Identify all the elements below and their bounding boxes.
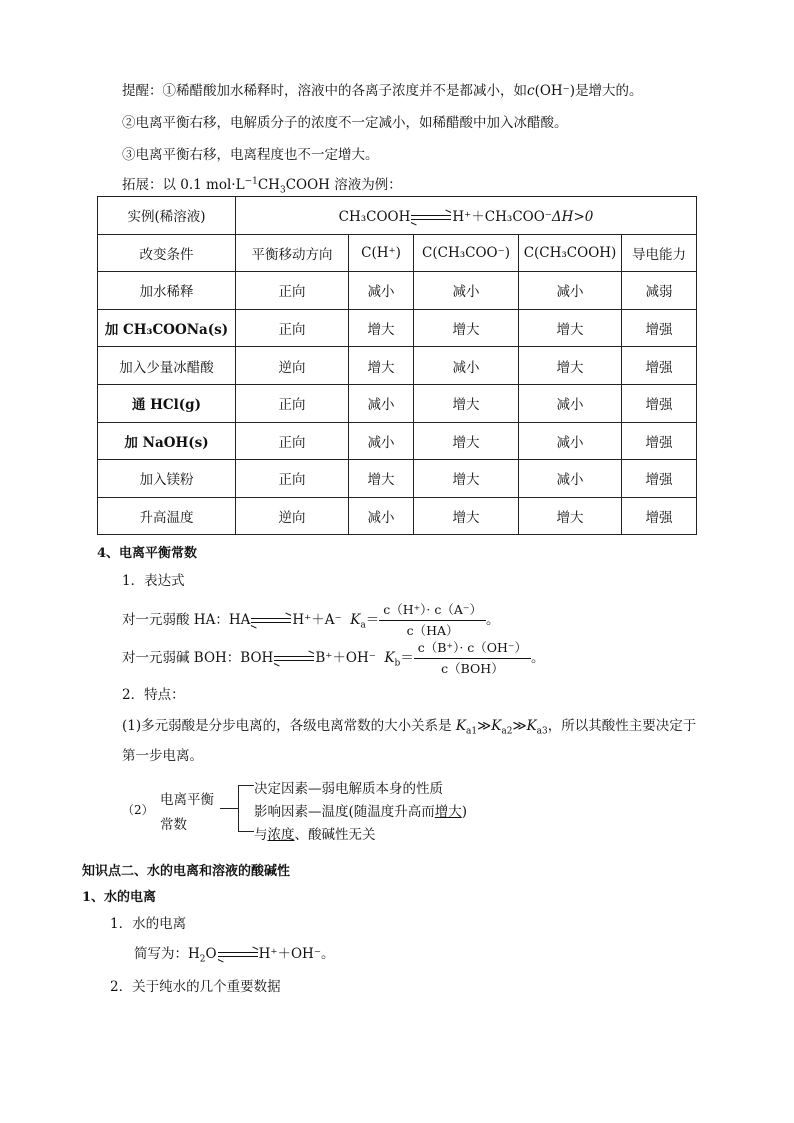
ka3-sub: a3 [536, 726, 548, 737]
bracket-tick-bottom [238, 831, 254, 832]
tip-line-2: ②电离平衡右移，电解质分子的浓度不一定减小，如稀醋酸中加入冰醋酸。 [122, 115, 568, 131]
bracket-tick-top [238, 785, 254, 786]
table-cell: 增大 [414, 422, 519, 460]
extension-line [122, 173, 402, 196]
example-label: 实例(稀溶液) [98, 197, 236, 235]
table-cell: 增强 [622, 309, 697, 347]
eq-sign: ＝ [400, 650, 414, 666]
table-row [98, 460, 697, 498]
table-cell: 减小 [349, 422, 414, 460]
bracket-vertical [238, 785, 239, 831]
ext-sup: −1 [244, 176, 258, 187]
bracket-connector [220, 808, 238, 809]
table-cell: 增大 [414, 497, 519, 535]
table-cell: 正向 [236, 460, 349, 498]
table-cell: 增大 [349, 309, 414, 347]
base-k: K [384, 650, 395, 666]
header-cell: C(H⁺) [349, 234, 414, 272]
table-cell: 逆向 [236, 497, 349, 535]
branch2-underlined: 增大 [434, 804, 462, 820]
table-cell: 减小 [349, 384, 414, 422]
header-cell: 平衡移动方向 [236, 234, 349, 272]
branch3-underlined: 浓度 [267, 827, 295, 843]
feature1-text-b: ，所以其酸性主要决定于 [547, 718, 697, 734]
table-row [98, 309, 697, 347]
gg-symbol: ≫ [512, 718, 527, 734]
feature2-title-line1: 电离平衡 [160, 792, 214, 808]
table-cell: 减小 [519, 272, 622, 310]
period: 。 [486, 612, 500, 628]
table-header-row [98, 234, 697, 272]
equilibrium-arrow-icon [274, 655, 314, 663]
tip-line-1 [122, 79, 643, 99]
water-item2: 2．关于纯水的几个重要数据 [110, 979, 281, 995]
ka1-sub: a1 [466, 726, 478, 737]
section4-item1: 1．表达式 [122, 573, 185, 589]
section-water-heading: 知识点二、水的电离和溶液的酸碱性 [82, 864, 291, 879]
equation-left: CH₃COOH [338, 209, 411, 226]
short-text-b: O [205, 946, 217, 962]
ionization-table [97, 196, 697, 535]
ka-symbol: K [455, 718, 467, 734]
equilibrium-arrow-icon [218, 951, 258, 959]
table-cell: 增强 [622, 460, 697, 498]
tip1-c: c [527, 83, 535, 99]
table-row [98, 347, 697, 385]
table-row [98, 497, 697, 535]
base-products: B⁺＋OH⁻ [315, 650, 376, 666]
table-cell: 减小 [519, 384, 622, 422]
base-constant-line [122, 638, 545, 679]
table-cell: 正向 [236, 309, 349, 347]
equation-cell [236, 197, 697, 235]
table-cell: 正向 [236, 384, 349, 422]
table-cell: 增强 [622, 384, 697, 422]
table-cell: 减小 [519, 422, 622, 460]
table-cell: 增大 [519, 309, 622, 347]
table-row [98, 272, 697, 310]
branch2-text-b: ) [461, 804, 468, 820]
tip-label: 提醒： [122, 83, 163, 99]
section4-item2: 2．特点： [122, 687, 185, 703]
ka-symbol: K [526, 718, 537, 734]
table-cell: 增大 [519, 347, 622, 385]
feature1-line1 [122, 714, 696, 737]
feature1-text-a: (1)多元弱酸是分步电离的，各级电离常数的大小关系是 [122, 718, 456, 734]
short-sub: 2 [199, 954, 206, 965]
equilibrium-arrow-icon [411, 214, 451, 222]
ext-text-c: COOH 溶液为例： [285, 177, 402, 193]
table-cell: 增强 [622, 497, 697, 535]
ext-sub: 3 [279, 185, 286, 196]
branch-unrelated [254, 823, 376, 843]
acid-label: 对一元弱酸 HA：HA [122, 612, 251, 628]
table-cell: 减小 [414, 272, 519, 310]
table-cell: 升高温度 [98, 497, 236, 535]
table-cell: 减小 [519, 460, 622, 498]
table-row [98, 384, 697, 422]
table-cell: 减小 [414, 347, 519, 385]
acid-products: H⁺＋A⁻ [292, 612, 342, 628]
tip1-text-b: (OH⁻)是增大的。 [534, 83, 643, 99]
water-item1: 1．水的电离 [110, 916, 187, 932]
table-cell: 增强 [622, 422, 697, 460]
period: 。 [531, 650, 545, 666]
table-cell: 增大 [349, 347, 414, 385]
acid-denominator: c（HA） [406, 623, 459, 638]
base-denominator: c（BOH） [441, 661, 504, 676]
header-cell: 改变条件 [98, 234, 236, 272]
section-water-sub1: 1、水的电离 [82, 890, 157, 905]
branch2-text-a: 影响因素—温度(随温度升高而 [254, 804, 435, 820]
branch-determining-factor: 决定因素—弱电解质本身的性质 [254, 781, 443, 797]
acid-constant-line [122, 600, 500, 641]
equation-right: H⁺＋CH₃COO⁻ [452, 209, 552, 226]
ka-symbol: K [491, 718, 502, 734]
table-cell: 增大 [414, 309, 519, 347]
branch3-text-b: 、酸碱性无关 [294, 827, 376, 843]
base-label: 对一元弱碱 BOH：BOH [122, 650, 274, 666]
equilibrium-arrow-icon [251, 617, 291, 625]
branch3-text-a: 与 [254, 827, 268, 843]
base-k-sub: b [394, 658, 401, 669]
table-cell: 减小 [349, 272, 414, 310]
base-fraction [414, 638, 531, 679]
ext-text-a: 拓展：以 0.1 mol·L [122, 177, 245, 193]
table-cell: 加入少量冰醋酸 [98, 347, 236, 385]
gg-symbol: ≫ [477, 718, 492, 734]
table-cell: 加水稀释 [98, 272, 236, 310]
equation-delta: ΔH>0 [551, 209, 594, 226]
table-cell: 加入镁粉 [98, 460, 236, 498]
table-cell: 通 HCl(g) [98, 384, 236, 422]
acid-k-sub: a [360, 620, 366, 631]
table-cell: 增大 [414, 460, 519, 498]
water-short-form [134, 942, 334, 965]
table-cell: 逆向 [236, 347, 349, 385]
table-row-equation [98, 197, 697, 235]
table-row [98, 422, 697, 460]
table-cell: 增大 [349, 460, 414, 498]
short-text-a: 简写为：H [134, 946, 200, 962]
section4-heading: 4、电离平衡常数 [97, 546, 198, 561]
acid-k: K [350, 612, 361, 628]
feature2-title-line2: 常数 [160, 817, 187, 833]
tip1-text-a: ①稀醋酸加水稀释时，溶液中的各离子浓度并不是都减小，如 [162, 83, 527, 99]
header-cell: C(CH₃COO⁻) [414, 234, 519, 272]
ka2-sub: a2 [501, 726, 513, 737]
eq-sign: ＝ [365, 612, 380, 628]
table-cell: 增大 [414, 384, 519, 422]
table-cell: 减弱 [622, 272, 697, 310]
ext-text-b: CH [257, 177, 280, 193]
table-cell: 正向 [236, 422, 349, 460]
header-cell: 导电能力 [622, 234, 697, 272]
feature1-line2: 第一步电离。 [122, 748, 203, 764]
branch-influencing-factor [254, 800, 467, 820]
acid-numerator: c（H⁺）· c（A⁻） [379, 600, 486, 621]
acid-fraction [379, 600, 486, 641]
feature2-number: （2） [122, 803, 154, 817]
table-cell: 减小 [349, 497, 414, 535]
short-products: H⁺＋OH⁻。 [258, 946, 335, 962]
base-numerator: c（B⁺）· c（OH⁻） [414, 638, 531, 659]
tip-line-3: ③电离平衡右移，电离程度也不一定增大。 [122, 147, 379, 163]
table-cell: 增强 [622, 347, 697, 385]
table-cell: 加 NaOH(s) [98, 422, 236, 460]
table-cell: 增大 [519, 497, 622, 535]
table-cell: 正向 [236, 272, 349, 310]
header-cell: C(CH₃COOH) [519, 234, 622, 272]
table-cell: 加 CH₃COONa(s) [98, 309, 236, 347]
